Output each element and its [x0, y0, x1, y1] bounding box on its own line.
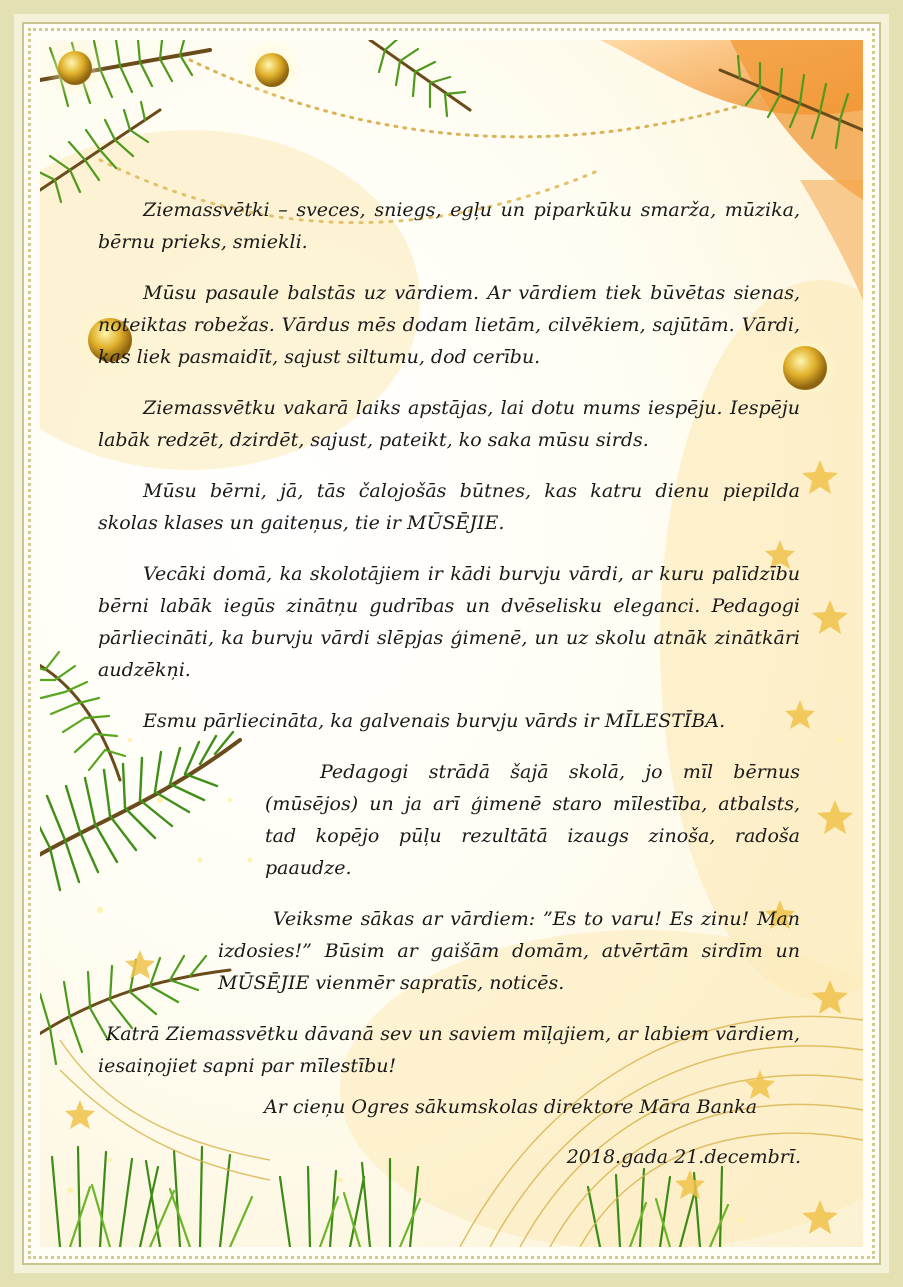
letter-paragraph: Vecāki domā, ka skolotājiem ir kādi burvju vārdi, ar kuru palīdzību bērni labāk iegūs zinātņu gudrības un dvēselisku eleganci. Pedagogi pārliecināti, ka burvju vārdi slēpjas ģimenē, un uz skolu atnāk zinātkāri audzēkņi.	[98, 563, 800, 681]
letter-paragraph: Ziemassvētki – sveces, sniegs, egļu un piparkūku smarža, mūzika, bērnu prieks, smiekli.	[98, 199, 800, 253]
letter-paragraph: Mūsu pasaule balstās uz vārdiem. Ar vārdiem tiek būvētas sienas, noteiktas robežas. Vārdus mēs dodam lietām, cilvēkiem, sajūtām. Vārdi, kas liek pasmaidīt, sajust siltumu, dod cerību.	[98, 282, 800, 368]
letter-paragraph: Mūsu bērni, jā, tās čalojošās būtnes, kas katru dienu piepilda skolas klases un gaiteņus, tie ir MŪSĒJIE.	[98, 480, 800, 534]
letter-paragraph: Ziemassvētku vakarā laiks apstājas, lai dotu mums iespēju. Iespēju labāk redzēt, dzirdēt, sajust, pateikt, ko saka mūsu sirds.	[98, 397, 800, 451]
letter-paragraph: Veiksme sākas ar vārdiem: ”Es to varu! Es zinu! Man izdosies!” Būsim ar gaišām domām, atvērtām sirdīm un MŪSĒJIE vienmēr sapratīs, noticēs.	[218, 908, 800, 994]
signature-line: Ar cieņu Ogres sākumskolas direktore Māra Banka	[264, 1096, 758, 1118]
letter-date: 2018.gada 21.decembrī.	[566, 1146, 801, 1168]
letter-paragraph: Esmu pārliecināta, ka galvenais burvju vārds ir MĪLESTĪBA.	[143, 710, 726, 732]
letter-paragraph: Pedagogi strādā šajā skolā, jo mīl bērnus (mūsējos) un ja arī ģimenē staro mīlestība, atbalsts, tad kopējo pūļu rezultātā izaugs zinoša, radoša paaudze.	[265, 761, 800, 879]
letter-body	[98, 194, 800, 1101]
letter-paragraph: Katrā Ziemassvētku dāvanā sev un saviem mīļajiem, ar labiem vārdiem, iesaiņojiet sapni par mīlestību!	[98, 1023, 800, 1077]
